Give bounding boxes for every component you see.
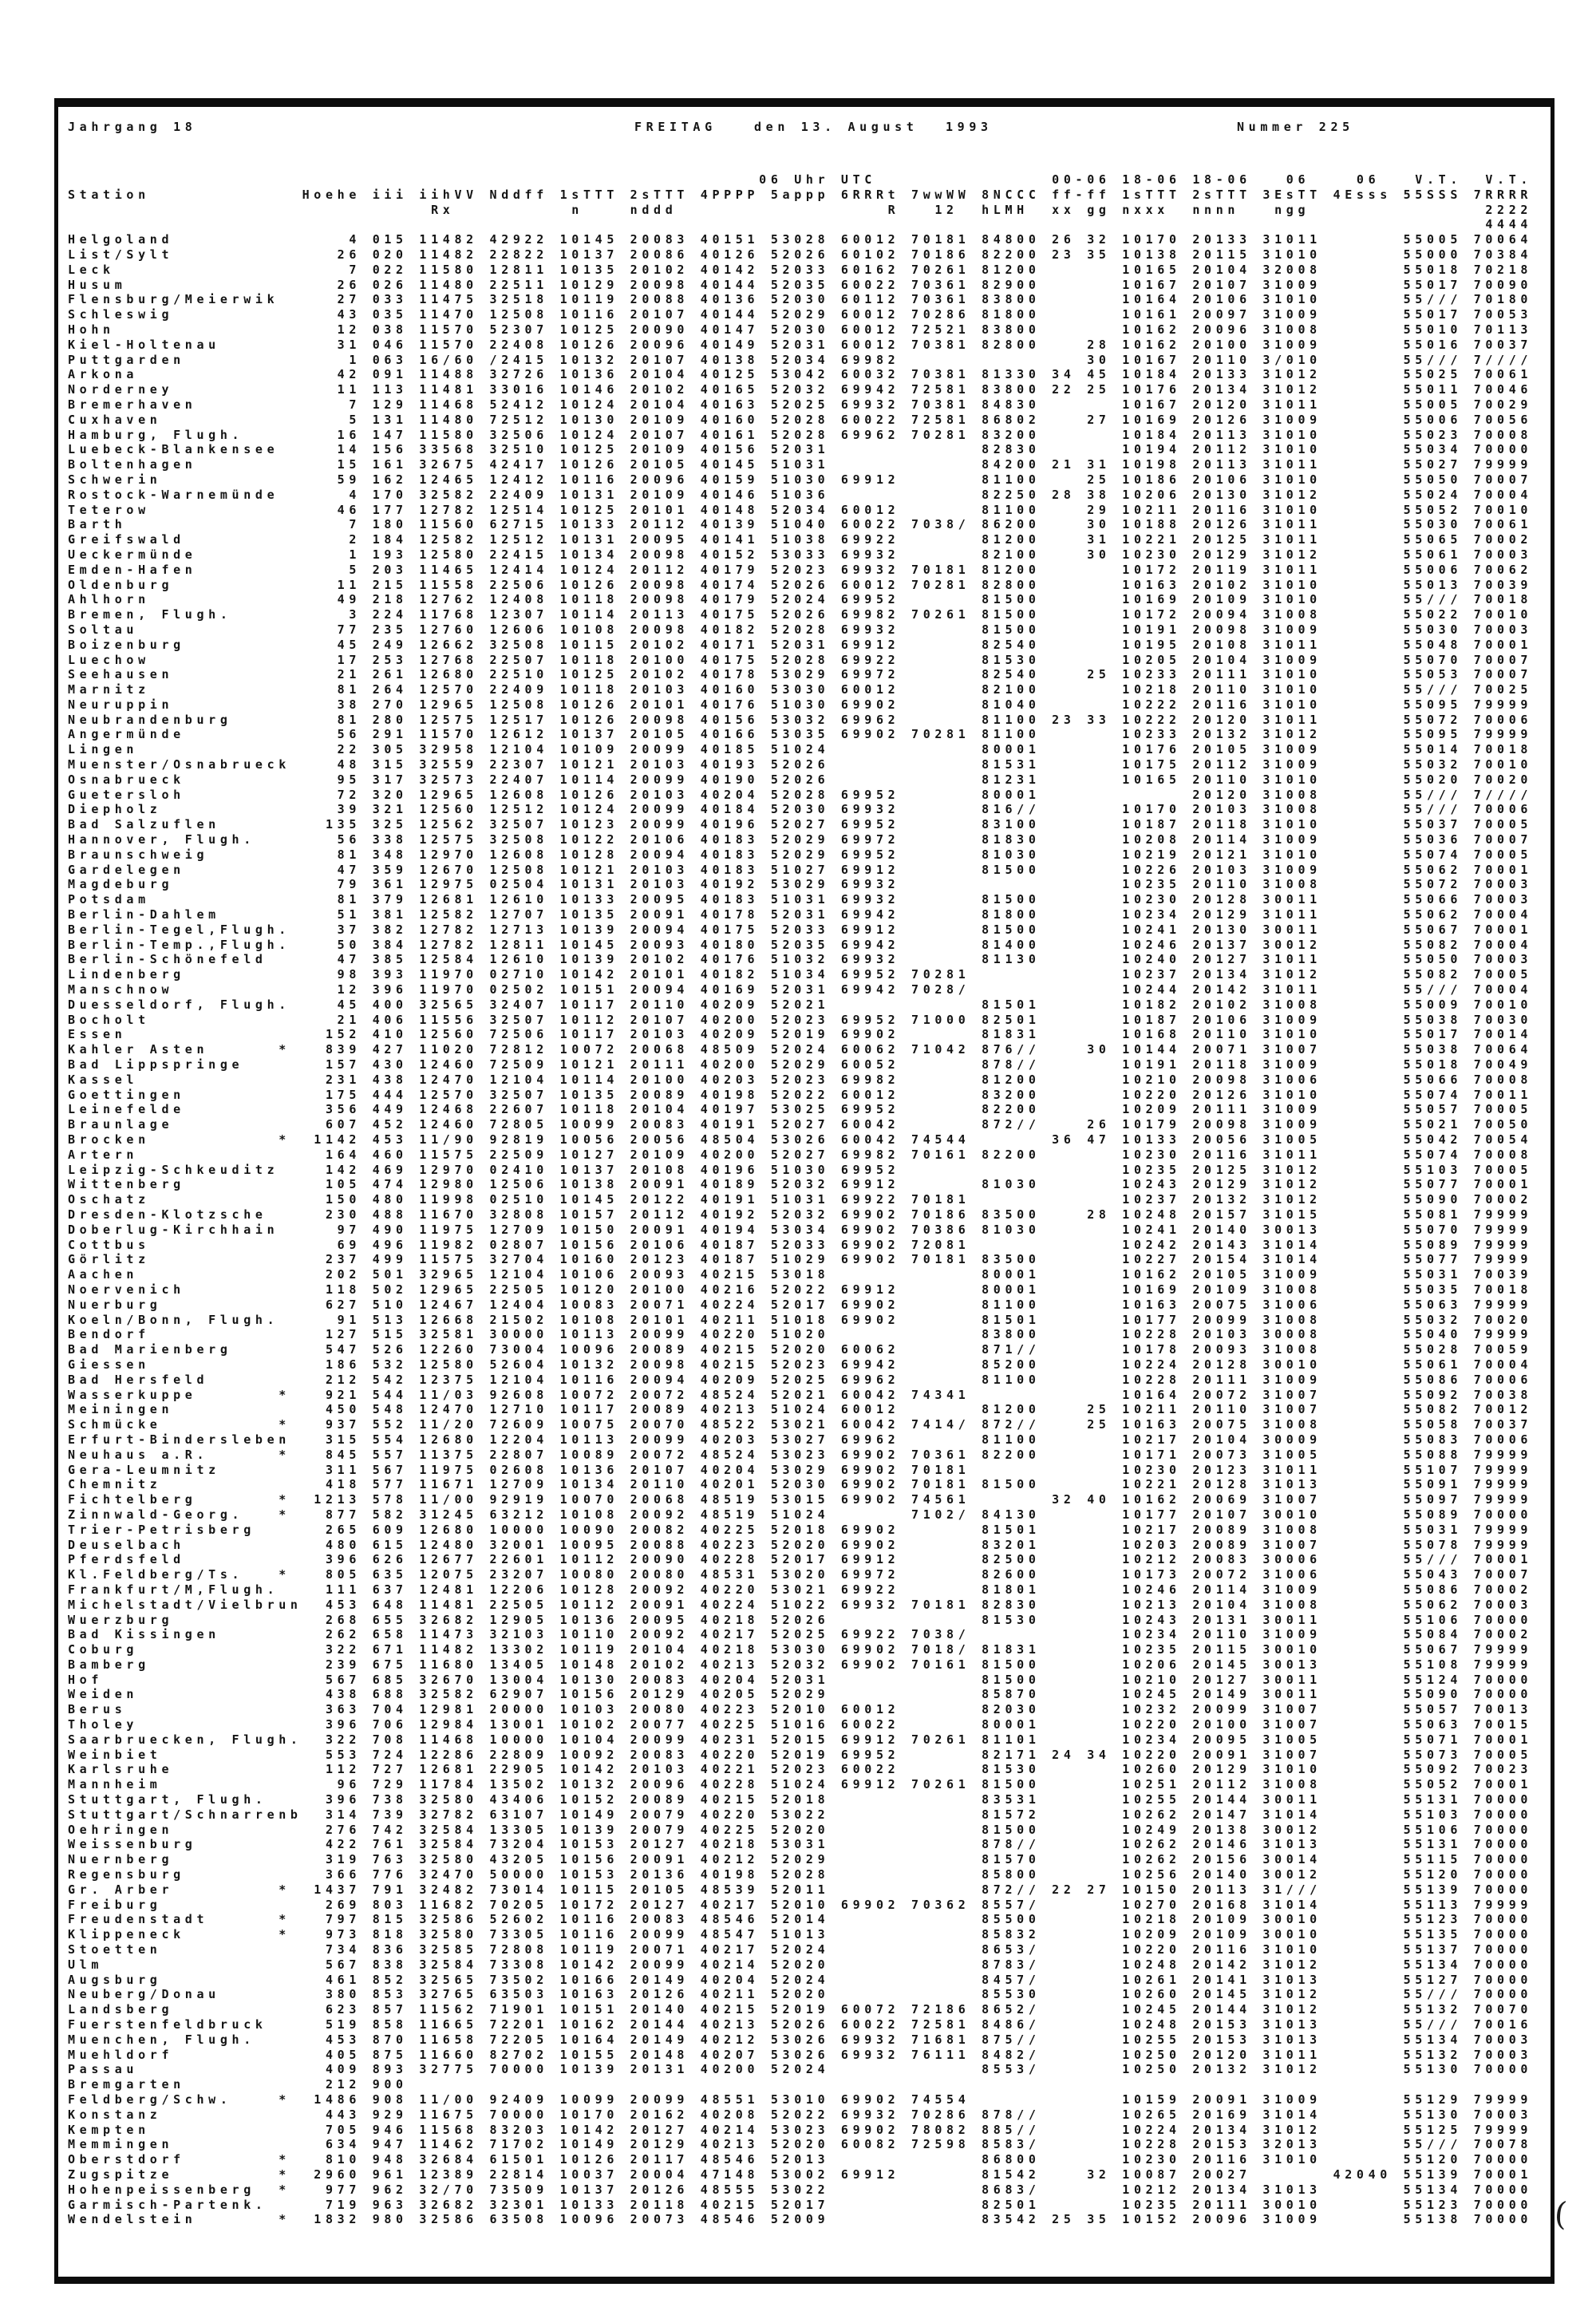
- masthead-date: den 13. August: [754, 120, 918, 134]
- table-row: Neubrandenburg 81 280 12575 12517 10126 20098 40156 53032 69962 81100 23 33 10222 20120 31011 55072 70006: [68, 712, 1533, 727]
- table-row: Soltau 77 235 12760 12606 10108 20098 40182 52028 69932 81500 10191 20098 31009 55030 70003: [68, 622, 1533, 637]
- table-row: Bamberg 239 675 11680 13405 10148 20102 40213 52032 69902 70161 81500 10206 20145 30013 55108 79999: [68, 1657, 1533, 1672]
- table-row: Hamburg, Flugh. 16 147 11580 32506 10124 20107 40161 52028 69962 70281 83200 10184 20113 31010 55023 70008: [68, 427, 1533, 442]
- table-row: Hannover, Flugh. 56 338 12575 32508 10122 20106 40183 52029 69972 81830 10208 20114 31009 55036 70007: [68, 832, 1533, 847]
- table-row: Arkona 42 091 11488 32726 10136 20104 40125 53042 60032 70381 81330 34 45 10184 20133 31012 55025 70061: [68, 367, 1533, 382]
- pen-mark: (: [1553, 2195, 1569, 2234]
- table-row: Zinnwald-Georg. * 877 582 31245 63212 10108 20092 48519 51024 7102/ 84130 10177 20107 30010 55089 70000: [68, 1507, 1533, 1522]
- table-row: Bad Kissingen 262 658 11473 32103 10110 20092 40217 52025 69922 7038/ 10234 20110 31009 55084 70002: [68, 1627, 1533, 1642]
- table-row: Husum 26 026 11480 22511 10129 20098 40144 52035 60022 70361 82900 10167 20107 31009 55017 70090: [68, 277, 1533, 292]
- table-row: Dresden-Klotzsche 230 488 11670 32808 10157 20112 40192 52032 69902 70186 83500 28 10248 20157 31015 55081 79999: [68, 1207, 1533, 1222]
- table-row: Bad Hersfeld 212 542 12375 12104 10116 20094 40209 52025 69962 81100 10228 20111 31009 55086 70006: [68, 1372, 1533, 1387]
- table-row: Cuxhaven 5 131 11480 72512 10130 20109 40160 52028 60022 72581 86802 27 10169 20126 31009 55006 70056: [68, 412, 1533, 427]
- masthead-volume: Jahrgang 18: [68, 120, 197, 134]
- table-row: Goettingen 175 444 12570 32507 10135 20089 40198 52022 60012 83200 10220 20126 31010 55074 70011: [68, 1087, 1533, 1102]
- table-row: Mannheim 96 729 11784 13502 10132 20096 40228 51024 69912 70261 81500 10251 20112 31008 55052 70001: [68, 1777, 1533, 1792]
- table-row: Luebeck-Blankensee 14 156 33568 32510 10125 20109 40156 52031 82830 10194 20112 31010 55034 70000: [68, 442, 1533, 457]
- table-row: Oehringen 276 742 32584 13305 10139 20079 40225 52020 81500 10249 20138 30012 55106 70000: [68, 1822, 1533, 1837]
- table-row: Berlin-Tegel,Flugh. 37 382 12782 12713 10139 20094 40175 52033 69912 81500 10241 20130 30011 55067 70001: [68, 922, 1533, 937]
- table-row: Erfurt-Bindersleben 315 554 12680 12204 10113 20099 40203 53027 69962 81100 10217 20104 30009 55083 70006: [68, 1432, 1533, 1447]
- table-row: Wendelstein * 1832 980 32586 63508 10096 20073 48546 52009 83542 25 35 10152 20096 31009 55138 70000: [68, 2212, 1533, 2227]
- table-row: Manschnow 12 396 11970 02502 10151 20094 40169 52031 69942 7028/ 10244 20142 31011 55/// 70004: [68, 982, 1533, 997]
- table-row: Guetersloh 72 320 12965 12608 10126 20103 40204 52028 69952 80001 20120 31008 55/// 7////: [68, 787, 1533, 802]
- table-row: Noervenich 118 502 12965 22505 10120 20100 40216 52022 69912 80001 10169 20109 31008 55035 70018: [68, 1282, 1533, 1297]
- table-row: Hohenpeissenberg * 977 962 32/70 73509 10137 20126 48555 53022 8683/ 10212 20134 31013 55134 70000: [68, 2182, 1533, 2197]
- table-row: Wuerzburg 268 655 32682 12905 10136 20095 40218 52026 81530 10243 20131 30011 55106 70000: [68, 1612, 1533, 1627]
- table-row: Emden-Hafen 5 203 11465 12414 10124 20112 40179 52023 69932 70181 81200 10172 20119 31011 55006 70062: [68, 562, 1533, 577]
- table-row: Oschatz 150 480 11998 02510 10145 20122 40191 51031 69922 70181 10237 20132 31012 55090 70002: [68, 1192, 1533, 1207]
- table-row: Kiel-Holtenau 31 046 11570 22408 10126 20096 40149 52031 60012 70381 82800 28 10162 20100 31009 55016 70037: [68, 337, 1533, 352]
- table-row: Barth 7 180 11560 62715 10133 20112 40139 51040 60022 7038/ 86200 30 10188 20126 31011 55030 70061: [68, 517, 1533, 532]
- table-row: Berus 363 704 12981 20000 10103 20080 40223 52010 60012 82030 10232 20099 31007 55057 70013: [68, 1702, 1533, 1717]
- table-row: Weinbiet 553 724 12286 22809 10092 20083 40220 52019 69952 82171 24 34 10220 20091 31007 55073 70005: [68, 1747, 1533, 1762]
- table-row: Oberstdorf * 810 948 32684 61501 10126 20117 48546 52013 86800 10230 20116 31010 55120 70000: [68, 2152, 1533, 2167]
- table-row: Feldberg/Schw. * 1486 908 11/00 92409 10099 20099 48551 53010 69902 74554 10159 20091 31009 55129 79999: [68, 2092, 1533, 2107]
- table-row: Angermünde 56 291 11570 12612 10137 20105 40166 53035 69902 70281 81100 10233 20132 31012 55095 79999: [68, 727, 1533, 742]
- table-row: Magdeburg 79 361 12975 02504 10131 20103 40192 53029 69932 10235 20110 31008 55072 70003: [68, 877, 1533, 892]
- table-row: Brocken * 1142 453 11/90 92819 10056 20056 48504 53026 60042 74544 36 47 10133 20056 31005 55042 70054: [68, 1132, 1533, 1147]
- masthead: [58, 120, 1551, 139]
- table-row: Chemnitz 418 577 11671 12709 10134 20110 40201 52030 69902 70181 81500 10221 20128 31013 55091 79999: [68, 1477, 1533, 1492]
- table-row: Muenchen, Flugh. 453 870 11658 72205 10164 20149 40212 53026 69932 71681 875// 10255 20153 31013 55134 70003: [68, 2032, 1533, 2047]
- table-row: Koeln/Bonn, Flugh. 91 513 12668 21502 10108 20101 40211 51018 69902 81501 10177 20099 31008 55032 70020: [68, 1312, 1533, 1327]
- table-row: Fuerstenfeldbruck 519 858 11665 72201 10162 20144 40213 52026 60022 72581 8486/ 10248 20153 31013 55/// 70016: [68, 2017, 1533, 2032]
- table-row: Neuhaus a.R. * 845 557 11375 22807 10089 20072 48524 53023 69902 70361 82200 10171 20073 31005 55088 79999: [68, 1447, 1533, 1462]
- table-row: Deuselbach 480 615 12480 32001 10095 20088 40223 52020 69902 83201 10203 20089 31007 55078 79999: [68, 1537, 1533, 1552]
- table-row: Seehausen 21 261 12680 22510 10125 20102 40178 53029 69972 82540 25 10233 20111 31010 55053 70007: [68, 667, 1533, 682]
- table-row: Michelstadt/Vielbrun 453 648 11481 22505 10112 20091 40224 51022 69932 70181 82830 10213 20104 31008 55062 70003: [68, 1597, 1533, 1612]
- table-row: Kahler Asten * 839 427 11020 72812 10072 20068 48509 52024 60062 71042 876// 30 10144 20071 31007 55038 70064: [68, 1042, 1533, 1057]
- table-row: List/Sylt 26 020 11482 22822 10137 20086 40126 52026 60102 70186 82200 23 35 10138 20115 31010 55000 70384: [68, 247, 1533, 262]
- table-row: Doberlug-Kirchhain 97 490 11975 12709 10150 20091 40194 53034 69902 70386 81030 10241 20140 30013 55070 79999: [68, 1222, 1533, 1237]
- table-row: Zugspitze * 2960 961 12389 22814 10037 20004 47148 53002 69912 81542 32 10087 20027 42040 55139 70001: [68, 2167, 1533, 2182]
- table-row: Pferdsfeld 396 626 12677 22601 10112 20090 40228 52017 69912 82500 10212 20083 30006 55/// 70001: [68, 1552, 1533, 1567]
- table-row: Norderney 11 113 11481 33016 10146 20102 40165 52032 69942 72581 83800 22 25 10176 20134 31012 55011 70046: [68, 382, 1533, 397]
- table-row: Braunschweig 81 348 12970 12608 10128 20094 40183 52029 69952 81030 10219 20121 31010 55074 70005: [68, 847, 1533, 862]
- table-row: Hof 567 685 32670 13004 10130 20083 40204 52031 81500 10210 20127 30011 55124 70000: [68, 1672, 1533, 1687]
- table-row: Lingen 22 305 32958 12104 10109 20099 40185 51024 80001 10176 20105 31009 55014 70018: [68, 742, 1533, 757]
- station-table: [68, 172, 1532, 2227]
- table-row: Landsberg 623 857 11562 71901 10151 20140 40215 52019 60072 72186 8652/ 10245 20144 31012 55132 70070: [68, 2002, 1533, 2017]
- table-row: Bremerhaven 7 129 11468 52412 10124 20104 40163 52025 69932 70381 84830 10167 20120 31011 55005 70029: [68, 397, 1533, 412]
- table-row: Passau 409 893 32775 70000 10139 20131 40200 52024 8553/ 10250 20132 31012 55130 70000: [68, 2062, 1533, 2077]
- table-row: Flensburg/Meierwik 27 033 11475 32518 10119 20088 40136 52030 60112 70361 83800 10164 20106 31010 55/// 70180: [68, 292, 1533, 307]
- table-row: Neuruppin 38 270 12965 12508 10126 20101 40176 51030 69902 81040 10222 20116 31010 55095 79999: [68, 697, 1533, 712]
- table-row: Gr. Arber * 1437 791 32482 73014 10115 20105 48539 52011 872// 22 27 10150 20113 31/// 55139 70000: [68, 1882, 1533, 1897]
- table-row: Bendorf 127 515 32581 30000 10113 20099 40220 51020 83800 10228 20103 30008 55040 79999: [68, 1327, 1533, 1342]
- table-row: Hohn 12 038 11570 52307 10125 20090 40147 52030 60012 72521 83800 10162 20096 31008 55010 70113: [68, 322, 1533, 337]
- table-row: Aachen 202 501 32965 12104 10106 20093 40215 53018 80001 10162 20105 31009 55031 70039: [68, 1267, 1533, 1282]
- table-subheader-2: 4444: [68, 217, 1533, 232]
- table-row: Oldenburg 11 215 11558 22506 10126 20098 40174 52026 60012 70281 82800 10163 20102 31010 55013 70039: [68, 577, 1533, 592]
- table-row: Bad Marienberg 547 526 12260 73004 10096 20089 40215 52020 60062 871// 10178 20093 31008 55028 70059: [68, 1342, 1533, 1357]
- table-row: Saarbruecken, Flugh. 322 708 11468 10000 10104 20099 40231 52015 69912 70261 81101 10234 20095 31005 55071 70001: [68, 1732, 1533, 1747]
- table-row: Giessen 186 532 12580 52604 10132 20098 40215 52023 69942 85200 10224 20128 30010 55061 70004: [68, 1357, 1533, 1372]
- table-row: Stuttgart/Schnarrenb 314 739 32782 63107 10149 20079 40220 53022 81572 10262 20147 31014 55103 70000: [68, 1807, 1533, 1822]
- table-row: Görlitz 237 499 11575 32704 10160 20123 40187 51029 69902 70181 83500 10227 20154 31014 55077 79999: [68, 1252, 1533, 1267]
- table-row: Nuerburg 627 510 12467 12404 10083 20071 40224 52017 69902 81100 10163 20075 31006 55063 79999: [68, 1297, 1533, 1312]
- table-row: Ueckermünde 1 193 12580 22415 10134 20098 40152 53033 69932 82100 30 10230 20129 31012 55061 70003: [68, 547, 1533, 562]
- table-row: Stoetten 734 836 32585 72808 10119 20071 40217 52024 8653/ 10220 20116 31010 55137 70000: [68, 1942, 1533, 1957]
- table-row: Boizenburg 45 249 12662 32508 10115 20102 40171 52031 69912 82540 10195 20108 31011 55048 70001: [68, 637, 1533, 652]
- table-row: Leinefelde 356 449 12468 22607 10118 20104 40197 53025 69952 82200 10209 20111 31009 55057 70005: [68, 1102, 1533, 1117]
- table-row: Bad Lippspringe 157 430 12460 72509 10121 20111 40200 52029 60052 878// 10191 20118 31009 55018 70049: [68, 1057, 1533, 1072]
- table-row: Garmisch-Partenk. 719 963 32682 32301 10133 20118 40215 52017 82501 10235 20111 30010 55123 70000: [68, 2197, 1533, 2212]
- table-row: Muehldorf 405 875 11660 82702 10155 20148 40207 53026 69932 76111 8482/ 10250 20120 31011 55132 70003: [68, 2047, 1533, 2062]
- table-subheader: Rx n nddd R 12 hLMH xx gg nxxx nnnn ngg 2222: [68, 202, 1533, 217]
- table-row: Diepholz 39 321 12560 12512 10124 20099 40184 52030 69932 816// 10170 20103 31008 55/// 70006: [68, 802, 1533, 817]
- table-row: Memmingen 634 947 11462 71702 10149 20129 40213 52020 60082 72598 8583/ 10228 20153 32013 55/// 70078: [68, 2137, 1533, 2152]
- table-row: Cottbus 69 496 11982 02807 10156 20106 40187 52033 69902 72081 10242 20143 31014 55089 79999: [68, 1237, 1533, 1252]
- table-row: Bad Salzuflen 135 325 12562 32507 10123 20099 40196 52027 69952 83100 10187 20118 31010 55037 70005: [68, 817, 1533, 832]
- table-row: Augsburg 461 852 32565 73502 10166 20149 40204 52024 8457/ 10261 20141 31013 55127 70000: [68, 1972, 1533, 1987]
- table-row: Ahlhorn 49 218 12762 12408 10118 20098 40179 52024 69952 81500 10169 20109 31010 55/// 70018: [68, 592, 1533, 607]
- table-row: Rostock-Warnemünde 4 170 32582 22409 10131 20109 40146 51036 82250 28 38 10206 20130 31012 55024 70004: [68, 487, 1533, 502]
- table-row: Luechow 17 253 12768 22507 10118 20100 40175 52028 69922 81530 10205 20104 31009 55070 70007: [68, 652, 1533, 667]
- table-row: Konstanz 443 929 11675 70000 10170 20162 40208 52022 69932 70286 878// 10265 20169 31014 55130 70003: [68, 2107, 1533, 2122]
- table-row: Muenster/Osnabrueck 48 315 32559 22307 10121 20103 40193 52026 81531 10175 20112 31009 55032 70010: [68, 757, 1533, 772]
- table-row: Duesseldorf, Flugh. 45 400 32565 32407 10117 20110 40209 52021 81501 10182 20102 31008 55009 70010: [68, 997, 1533, 1012]
- table-row: Weissenburg 422 761 32584 73204 10153 20127 40218 53031 878// 10262 20146 31013 55131 70000: [68, 1837, 1533, 1852]
- table-row: Frankfurt/M,Flugh. 111 637 12481 12206 10128 20092 40220 53021 69922 81801 10246 20114 31009 55086 70002: [68, 1582, 1533, 1597]
- table-row: Ulm 567 838 32584 73308 10142 20099 40214 52020 8783/ 10248 20142 31012 55134 70000: [68, 1957, 1533, 1972]
- table-row: Wittenberg 105 474 12980 12506 10138 20091 40189 52032 69912 81030 10243 20129 31012 55077 70001: [68, 1177, 1533, 1192]
- table-row: Leipzig-Schkeuditz 142 469 12970 02410 10137 20108 40196 51030 69952 10235 20125 31012 55103 70005: [68, 1162, 1533, 1177]
- table-row: Coburg 322 671 11482 13302 10119 20104 40218 53030 69902 7018/ 81831 10235 20115 30010 55067 79999: [68, 1642, 1533, 1657]
- table-row: Stuttgart, Flugh. 396 738 32580 43406 10152 20089 40215 52018 83531 10255 20144 30011 55131 70000: [68, 1792, 1533, 1807]
- page-frame: [54, 98, 1555, 2284]
- table-row: Schmücke * 937 552 11/20 72609 10075 20070 48522 53021 60042 7414/ 872// 25 10163 20075 31008 55058 70037: [68, 1417, 1533, 1432]
- table-row: Berlin-Dahlem 51 381 12582 12707 10135 20091 40178 52031 69942 81800 10234 20129 31011 55062 70004: [68, 907, 1533, 922]
- table-row: Karlsruhe 112 727 12681 22905 10142 20103 40221 52023 60022 81530 10260 20129 31010 55092 70023: [68, 1762, 1533, 1777]
- table-row: Neuberg/Donau 380 853 32765 63503 10163 20126 40211 52020 85530 10260 20145 31012 55/// 70000: [68, 1987, 1533, 2002]
- table-row: Braunlage 607 452 12460 72805 10099 20083 40191 52027 60042 872// 26 10179 20098 31009 55021 70050: [68, 1117, 1533, 1132]
- table-row: Freiburg 269 803 11682 70205 10172 20127 40217 52010 69902 70362 8557/ 10270 20168 31014 55113 79999: [68, 1897, 1533, 1912]
- table-row: Weiden 438 688 32582 62907 10156 20129 40205 52029 85870 10245 20149 30011 55090 70000: [68, 1687, 1533, 1702]
- table-row: Klippeneck * 973 818 32580 73305 10116 20099 48547 51013 85832 10209 20109 30010 55135 70000: [68, 1927, 1533, 1942]
- masthead-year: 1993: [946, 120, 993, 134]
- table-row: Boltenhagen 15 161 32675 42417 10126 20105 40145 51031 84200 21 31 10198 20113 31011 55027 79999: [68, 457, 1533, 472]
- table-row: Berlin-Temp.,Flugh. 50 384 12782 12811 10145 20093 40180 52035 69942 81400 10246 20137 30012 55082 70004: [68, 937, 1533, 952]
- table-row: Gardelegen 47 359 12670 12508 10121 20103 40183 51027 69912 81500 10226 20103 31009 55062 70001: [68, 862, 1533, 877]
- table-row: Fichtelberg * 1213 578 11/00 92919 10070 20068 48519 53015 69902 74561 32 40 10162 20069 31007 55097 79999: [68, 1492, 1533, 1507]
- table-time-header: 06 Uhr UTC 00-06 18-06 18-06 06 06 V.T. V.T.: [68, 172, 1533, 187]
- table-row: Regensburg 366 776 32470 50000 10153 20136 40198 52028 85800 10256 20140 30012 55120 70000: [68, 1867, 1533, 1882]
- table-row: Marnitz 81 264 12570 22409 10118 20103 40160 53030 60012 82100 10218 20110 31010 55/// 70025: [68, 682, 1533, 697]
- table-row: Lindenberg 98 393 11970 02710 10142 20101 40182 51034 69952 70281 10237 20134 31012 55082 70005: [68, 967, 1533, 982]
- table-row: Potsdam 81 379 12681 12610 10133 20095 40183 51031 69932 81500 10230 20128 30011 55066 70003: [68, 892, 1533, 907]
- table-row: Tholey 396 706 12984 13001 10102 20077 40225 51016 60022 80001 10220 20100 31007 55063 70015: [68, 1717, 1533, 1732]
- table-row: Schleswig 43 035 11470 12508 10116 20107 40144 52029 60012 70286 81800 10161 20097 31009 55017 70053: [68, 307, 1533, 322]
- table-row: Teterow 46 177 12782 12514 10125 20101 40148 52034 60012 81100 29 10211 20116 31010 55052 70010: [68, 502, 1533, 517]
- table-row: Puttgarden 1 063 16/60 /2415 10132 20107 40138 52034 69982 30 10167 20110 3/010 55/// 7////: [68, 352, 1533, 367]
- table-row: Freudenstadt * 797 815 32586 52602 10116 20083 48546 52014 85500 10218 20109 30010 55123 70000: [68, 1912, 1533, 1927]
- table-row: Essen 152 410 12560 72506 10117 20103 40209 52019 69902 81831 10168 20110 31010 55017 70014: [68, 1027, 1533, 1042]
- table-row: Trier-Petrisberg 265 609 12680 10000 10090 20082 40225 52018 69902 81501 10217 20089 31008 55031 79999: [68, 1522, 1533, 1537]
- table-column-header: Station Hoehe iii iihVV Nddff 1sTTT 2sTTT 4PPPP 5appp 6RRRt 7wwWW 8NCCC ff-ff 1sTTT 2sTTT 3EsTT 4Esss 55SSS 7RRRR: [68, 187, 1533, 202]
- table-row: Nuernberg 319 763 32580 43205 10156 20091 40212 52029 81570 10262 20156 30014 55115 70000: [68, 1852, 1533, 1867]
- table-row: Gera-Leumnitz 311 567 11975 02608 10136 20107 40204 53029 69902 70181 10230 20123 31011 55107 79999: [68, 1462, 1533, 1477]
- table-row: Kl.Feldberg/Ts. * 805 635 12075 23207 10080 20080 48531 53020 69972 82600 10173 20072 31006 55043 70007: [68, 1567, 1533, 1582]
- table-row: Wasserkuppe * 921 544 11/03 92608 10072 20072 48524 52021 60042 74341 10164 20072 31007 55092 70038: [68, 1387, 1533, 1402]
- table-row: Leck 7 022 11580 12811 10135 20102 40142 52033 60162 70261 81200 10165 20104 32008 55018 70218: [68, 262, 1533, 277]
- table-row: Kempten 705 946 11568 83203 10142 20127 40214 53023 69902 78082 885// 10224 20134 31012 55125 79999: [68, 2122, 1533, 2137]
- table-row: Artern 164 460 11575 22509 10127 20109 40200 52027 69982 70161 82200 10230 20116 31011 55074 70008: [68, 1147, 1533, 1162]
- table-row: Bocholt 21 406 11556 32507 10112 20107 40200 52023 69952 71000 82501 10187 20106 31009 55038 70030: [68, 1012, 1533, 1027]
- table-row: Berlin-Schönefeld 47 385 12584 12610 10139 20102 40176 51032 69932 81130 10240 20127 31011 55050 70003: [68, 952, 1533, 967]
- table-row: Bremgarten 212 900: [68, 2077, 408, 2092]
- masthead-weekday: FREITAG: [634, 120, 717, 134]
- masthead-number: Nummer 225: [1237, 120, 1354, 134]
- table-row: Schwerin 59 162 12465 12412 10116 20096 40159 51030 69912 81100 25 10186 20106 31010 55050 70007: [68, 472, 1533, 487]
- table-row: Osnabrueck 95 317 32573 22407 10114 20099 40190 52026 81231 10165 20110 31010 55020 70020: [68, 772, 1533, 787]
- table-row: Bremen, Flugh. 3 224 11768 12307 10114 20113 40175 52026 69982 70261 81500 10172 20094 31008 55022 70010: [68, 607, 1533, 622]
- table-row: Kassel 231 438 12470 12104 10114 20100 40203 52023 69982 81200 10210 20098 31006 55066 70008: [68, 1072, 1533, 1087]
- table-row: Greifswald 2 184 12582 12512 10131 20095 40141 51038 69922 81200 31 10221 20125 31011 55065 70002: [68, 532, 1533, 547]
- table-row: Meiningen 450 548 12470 12710 10117 20089 40213 51024 60012 81200 25 10211 20110 31007 55082 70012: [68, 1402, 1533, 1417]
- table-row: Helgoland 4 015 11482 42922 10145 20083 40151 53028 60012 70181 84800 26 32 10170 20133 31011 55005 70064: [68, 232, 1533, 247]
